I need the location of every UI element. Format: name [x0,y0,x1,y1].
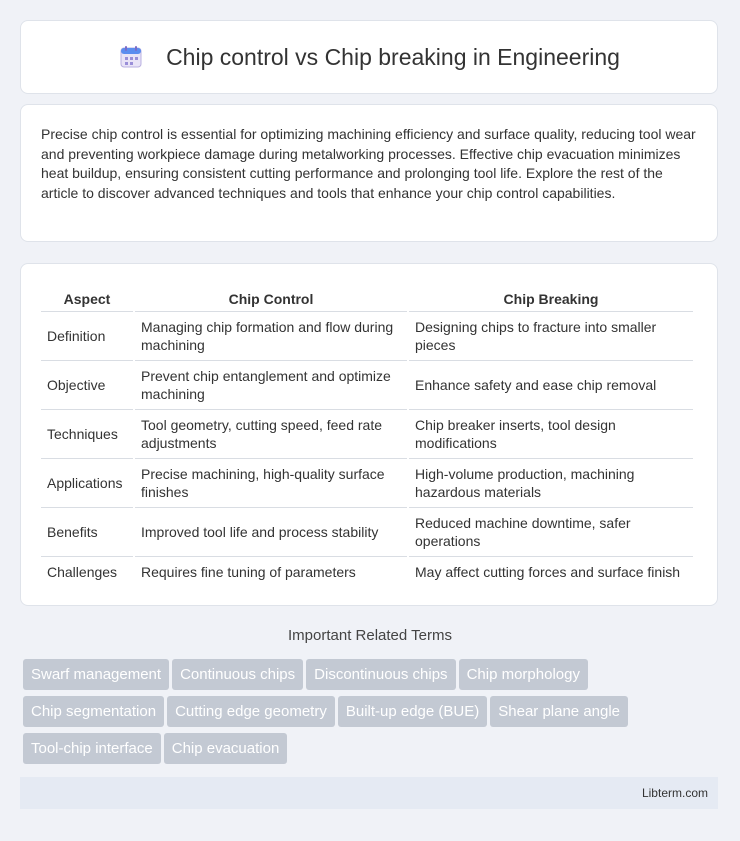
comparison-table [39,282,695,587]
chip-breaking-cell: High-volume production, machining hazardous materials [409,459,693,508]
table-row [41,459,693,508]
aspect-cell: Applications [41,459,133,508]
related-terms-heading: Important Related Terms [288,627,452,644]
chip-control-cell: Requires fine tuning of parameters [141,564,356,580]
chip-control-cell: Tool geometry, cutting speed, feed rate adjustments [135,410,407,459]
chip-control-cell: Improved tool life and process stability [135,508,407,557]
chip-control-cell: Prevent chip entanglement and optimize machining [135,361,407,410]
page-title: Chip control vs Chip breaking in Engineering [166,43,620,70]
related-term-tag[interactable]: Built-up edge (BUE) [338,696,487,727]
intro-paragraph: Precise chip control is essential for optimizing machining efficiency and surface quality, reducing tool wear and preventing workpiece damage during metalworking processes. Effective chip evacuation minimizes heat buildup, ensuring consistent cutting performance and prolonging tool life. Explore the rest of the article to discover advanced techniques and tools that enhance your chip control capabilities. [41,126,696,201]
table-row [41,312,693,361]
chip-breaking-cell: Reduced machine downtime, safer operations [409,508,693,557]
chip-breaking-cell: May affect cutting forces and surface finish [415,564,681,580]
chip-control-cell: Precise machining, high-quality surface finishes [135,459,407,508]
related-term-tag[interactable]: Continuous chips [172,659,303,690]
column-header-chip-breaking: Chip Breaking [409,282,693,312]
chip-control-cell: Managing chip formation and flow during machining [135,312,407,361]
related-term-tag[interactable]: Chip evacuation [164,733,288,764]
intro-card [20,104,718,242]
table-row [41,361,693,410]
calendar-icon [118,44,144,70]
related-term-tag[interactable]: Shear plane angle [490,696,628,727]
related-term-tag[interactable]: Swarf management [23,659,169,690]
footer [20,777,718,809]
chip-breaking-cell: Enhance safety and ease chip removal [409,361,693,410]
aspect-cell: Challenges [47,564,118,580]
column-header-chip-control: Chip Control [135,282,407,312]
related-term-tag[interactable]: Cutting edge geometry [167,696,335,727]
aspect-cell: Definition [41,312,133,361]
aspect-cell: Benefits [41,508,133,557]
related-term-tag[interactable]: Chip segmentation [23,696,164,727]
chip-breaking-cell: Designing chips to fracture into smaller pieces [409,312,693,361]
aspect-cell: Techniques [41,410,133,459]
comparison-table-card [20,263,718,606]
related-term-tag[interactable]: Chip morphology [459,659,588,690]
related-terms-list [23,659,723,770]
related-term-tag[interactable]: Tool-chip interface [23,733,161,764]
table-row [41,557,693,587]
column-header-aspect: Aspect [41,282,133,312]
related-term-tag[interactable]: Discontinuous chips [306,659,455,690]
title-card [20,20,718,94]
aspect-cell: Objective [41,361,133,410]
footer-site-link[interactable]: Libterm.com [641,786,708,800]
table-row [41,410,693,459]
table-row [41,508,693,557]
chip-breaking-cell: Chip breaker inserts, tool design modifications [409,410,693,459]
